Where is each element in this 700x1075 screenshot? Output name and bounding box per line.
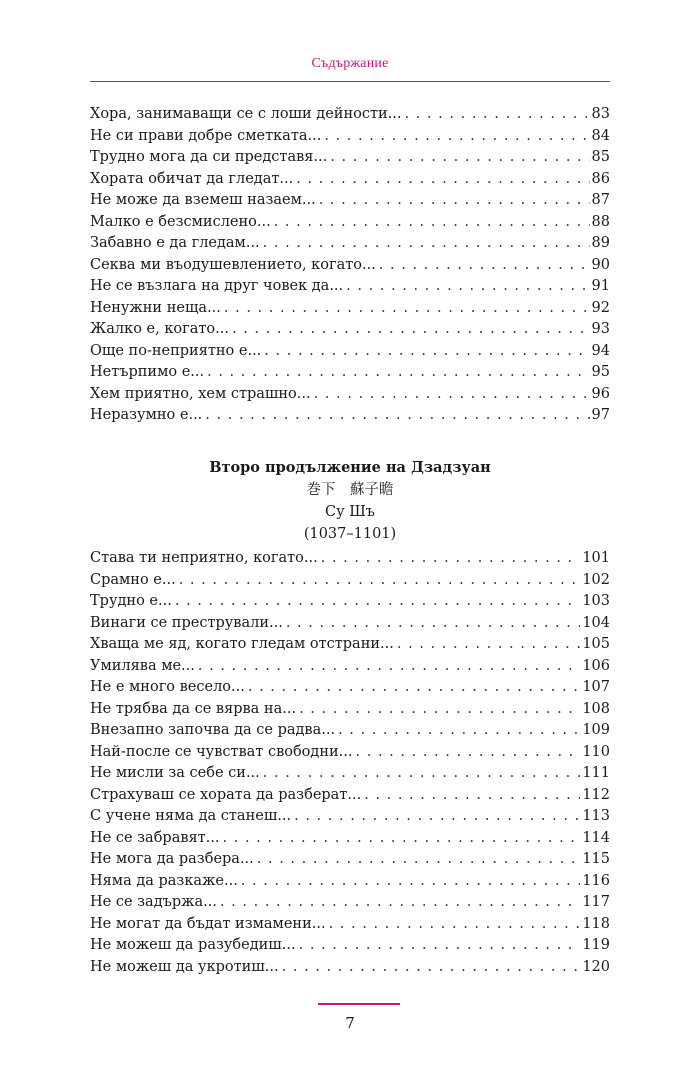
toc-entry-title: Хваща ме яд, когато гледам отстрани... (90, 636, 394, 652)
dot-leader (241, 871, 581, 893)
toc-entry (90, 276, 610, 298)
toc-entry-title: Ненужни неща... (90, 299, 221, 316)
toc-entry-page: 108 (582, 700, 610, 717)
dot-leader (205, 405, 589, 427)
toc-entry-page: 106 (582, 657, 610, 674)
toc-entry (90, 169, 610, 191)
dot-leader (330, 147, 589, 169)
dot-leader (224, 298, 590, 320)
toc-entry (90, 699, 610, 721)
toc-entry-page: 83 (591, 106, 610, 122)
dot-leader (263, 763, 581, 785)
section-heading (90, 457, 610, 545)
toc-entry-page: 107 (582, 679, 610, 695)
dot-leader (364, 785, 580, 807)
dot-leader (338, 720, 580, 742)
toc-entry-title: Не мисли за себе си... (90, 765, 260, 781)
toc-entry-title: Не могат да бъдат измамени... (90, 915, 326, 932)
toc-entry-title: Забавно е да гледам... (90, 235, 260, 251)
toc-entry-page: 119 (582, 937, 610, 953)
toc-entry-title: Винаги се престрували... (90, 614, 283, 631)
toc-entry (90, 190, 610, 212)
toc-entry (90, 849, 610, 871)
dot-leader (263, 233, 590, 255)
dot-leader (248, 677, 580, 699)
dot-leader (346, 276, 589, 298)
toc-entry (90, 104, 610, 126)
toc-entry (90, 892, 610, 914)
toc-entry-page: 111 (582, 765, 610, 781)
toc-entry (90, 914, 610, 936)
dot-leader (405, 104, 590, 126)
toc-entry-title: Не мога да разбера... (90, 851, 254, 867)
dot-leader (319, 190, 590, 212)
section-years: (1037–1101) (303, 526, 397, 542)
toc-entry-title: Трудно е... (90, 593, 172, 609)
toc-entry-title: С учене няма да станеш... (90, 808, 292, 824)
toc-entry (90, 742, 610, 764)
toc-entry (90, 548, 610, 570)
section-chinese-title: 巻下 蘇子瞻 (306, 482, 394, 498)
toc-entry-title: Нетърпимо е... (90, 364, 205, 380)
toc-entry-page: 117 (582, 894, 610, 910)
dot-leader (282, 957, 581, 979)
dot-leader (299, 699, 580, 721)
dot-leader (294, 806, 580, 828)
toc-entry-title: Не се забравят... (90, 829, 220, 846)
dot-leader (379, 255, 590, 277)
footer-rule (318, 1003, 400, 1005)
toc-entry-page: 93 (591, 321, 610, 337)
toc-entry (90, 720, 610, 742)
toc-entry (90, 362, 610, 384)
dot-leader (356, 742, 581, 764)
toc-entry-title: Няма да разкаже... (90, 872, 238, 889)
toc-entry-page: 113 (582, 808, 610, 824)
toc-entry-page: 95 (591, 364, 610, 380)
toc-entry (90, 634, 610, 656)
toc-entry-page: 94 (591, 342, 610, 359)
toc-entry (90, 871, 610, 893)
dot-leader (299, 935, 581, 957)
toc-entry (90, 126, 610, 148)
toc-entry-title: Не можеш да укротиш... (90, 958, 279, 975)
toc-entry (90, 806, 610, 828)
toc-entry-title: Не си прави добре сметката... (90, 127, 322, 144)
dot-leader (207, 362, 589, 384)
toc-entry-title: Не можеш да разубедиш... (90, 937, 296, 953)
toc-entry (90, 233, 610, 255)
toc-entry-page: 87 (591, 192, 610, 208)
toc-entry-page: 89 (591, 235, 610, 251)
dot-leader (397, 634, 580, 656)
toc-entry-page: 88 (591, 213, 610, 230)
toc-entry (90, 613, 610, 635)
toc-entry-title: Не трябва да се вярва на... (90, 700, 297, 717)
toc-entry (90, 405, 610, 427)
dot-leader (179, 570, 581, 592)
toc-entry-page: 105 (582, 636, 610, 652)
dot-leader (264, 341, 589, 363)
toc-entry-page: 92 (591, 299, 610, 316)
toc-entry-title: Умилява ме... (90, 657, 195, 674)
toc-entry-page: 109 (582, 722, 610, 738)
toc-entry-title: Страхуваш се хората да разберат... (90, 786, 362, 803)
toc-entry (90, 763, 610, 785)
toc-entry (90, 656, 610, 678)
toc-entry-page: 101 (582, 550, 610, 566)
toc-entry (90, 828, 610, 850)
toc-entry-title: Внезапно започва да се радва... (90, 722, 336, 738)
toc-entry (90, 591, 610, 613)
dot-leader (321, 548, 581, 570)
toc-entry-title: Жалко е, когато... (90, 321, 229, 337)
toc-entry-page: 97 (591, 407, 610, 423)
toc-entry-page: 104 (582, 614, 610, 631)
section-author: Су Шъ (324, 504, 375, 520)
toc-entry-page: 115 (582, 851, 610, 867)
toc-entry-title: Секва ми въодушевлението, когато... (90, 256, 376, 273)
toc-entry-page: 114 (582, 829, 610, 846)
toc-entry (90, 384, 610, 406)
toc-entry (90, 298, 610, 320)
toc-entry-title: Хората обичат да гледат... (90, 170, 294, 187)
toc-entry-title: Не се задържа... (90, 894, 217, 910)
toc-entry-page: 90 (591, 256, 610, 273)
section-title: Второ продължение на Дзадзуан (209, 459, 491, 476)
toc-entry-title: Става ти неприятно, когато... (90, 550, 318, 566)
toc-entry-title: Още по-неприятно е... (90, 342, 262, 359)
toc-entry-title: Неразумно е... (90, 407, 203, 423)
dot-leader (274, 212, 590, 234)
toc-entry-page: 120 (582, 958, 610, 975)
dot-leader (223, 828, 581, 850)
toc-entry-page: 112 (582, 786, 610, 803)
toc-entry-page: 103 (582, 593, 610, 609)
toc-entry-page: 85 (591, 149, 610, 165)
toc-entry-page: 86 (591, 170, 610, 187)
toc-entry-page: 110 (582, 743, 610, 760)
dot-leader (314, 384, 590, 406)
toc-entry-title: Не може да вземеш назаем... (90, 192, 316, 208)
header-rule (90, 81, 610, 82)
toc-entry-title: Не е много весело... (90, 679, 245, 695)
toc-entry-page: 118 (582, 915, 610, 932)
toc-entry-title: Трудно мога да си представя... (90, 149, 328, 165)
table-of-contents-part-2 (90, 548, 610, 978)
dot-leader (175, 591, 580, 613)
dot-leader (296, 169, 589, 191)
toc-entry (90, 255, 610, 277)
toc-entry-page: 96 (591, 385, 610, 402)
toc-entry (90, 785, 610, 807)
toc-entry-title: Хем приятно, хем страшно... (90, 385, 311, 402)
toc-entry-title: Хора, занимаващи се с лоши дейности... (90, 106, 402, 122)
toc-entry-title: Малко е безсмислено... (90, 213, 271, 230)
toc-entry (90, 147, 610, 169)
dot-leader (286, 613, 581, 635)
dot-leader (257, 849, 581, 871)
toc-entry-page: 91 (591, 278, 610, 294)
toc-entry-page: 84 (591, 127, 610, 144)
toc-entry (90, 957, 610, 979)
table-of-contents-part-1 (90, 104, 610, 427)
dot-leader (329, 914, 581, 936)
toc-entry-title: Не се възлага на друг човек да... (90, 278, 344, 294)
toc-entry-title: Най-после се чувстват свободни... (90, 743, 353, 760)
toc-entry (90, 341, 610, 363)
toc-entry (90, 212, 610, 234)
running-header: Съдържание (311, 56, 389, 71)
dot-leader (198, 656, 580, 678)
toc-entry-page: 102 (582, 571, 610, 588)
dot-leader (324, 126, 589, 148)
toc-entry (90, 570, 610, 592)
dot-leader (232, 319, 590, 341)
toc-entry (90, 935, 610, 957)
dot-leader (220, 892, 580, 914)
toc-entry (90, 677, 610, 699)
toc-entry-page: 116 (582, 872, 610, 889)
toc-entry (90, 319, 610, 341)
toc-entry-title: Срамно е... (90, 571, 176, 588)
page-number: 7 (345, 1014, 355, 1032)
